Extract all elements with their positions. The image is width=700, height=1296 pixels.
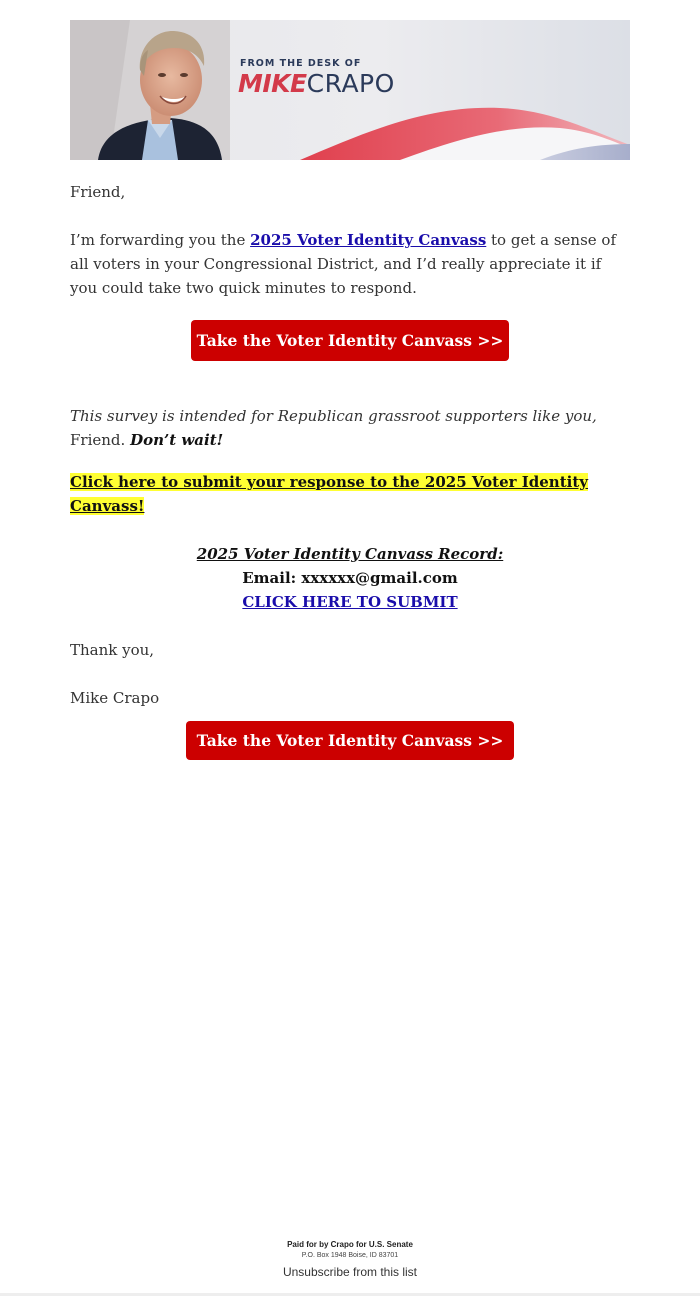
survey-friend-text: Friend. xyxy=(70,431,126,449)
record-email: Email: xxxxxx@gmail.com xyxy=(242,569,458,587)
intro-text-before: I’m forwarding you the xyxy=(70,231,251,249)
record-title: 2025 Voter Identity Canvass Record: xyxy=(196,545,504,563)
greeting-text: Friend, xyxy=(70,183,126,201)
header-banner xyxy=(70,20,630,160)
highlight-paragraph xyxy=(70,470,630,518)
sender-name-logo xyxy=(238,69,395,99)
signature-text: Mike Crapo xyxy=(70,689,160,707)
canvass-inline-link[interactable]: 2025 Voter Identity Canvass xyxy=(250,231,487,249)
cta-button-wrapper-bottom xyxy=(70,710,630,760)
first-name: MIKE xyxy=(238,69,307,98)
banner-title xyxy=(238,58,395,99)
from-desk-label: FROM THE DESK OF xyxy=(240,58,362,69)
email-body xyxy=(70,20,630,760)
senator-portrait-image xyxy=(70,20,230,160)
take-canvass-button-bottom[interactable]: Take the Voter Identity Canvass >> xyxy=(186,721,514,760)
take-canvass-button-top[interactable]: Take the Voter Identity Canvass >> xyxy=(191,320,509,361)
submit-response-link[interactable]: Click here to submit your response to the 2025 Voter Identity Canvass! xyxy=(70,473,588,515)
canvass-record-block xyxy=(70,542,630,614)
paid-for-disclaimer: Paid for by Crapo for U.S. Senate xyxy=(287,1240,413,1249)
intro-paragraph xyxy=(70,228,630,300)
email-footer xyxy=(0,1240,700,1282)
click-here-to-submit-link[interactable]: CLICK HERE TO SUBMIT xyxy=(242,593,458,611)
intro-text-after: to get a sense of all voters in your Congressional District, and I’d really appreciate it if you could take two quick minutes to respond. xyxy=(70,231,617,297)
dont-wait-text: Don’t wait! xyxy=(130,431,224,449)
last-name: CRAPO xyxy=(306,69,395,98)
survey-note-paragraph xyxy=(70,404,630,452)
cta-button-wrapper-top xyxy=(70,300,630,361)
mailing-address: P.O. Box 1948 Boise, ID 83701 xyxy=(301,1252,399,1259)
thanks-text: Thank you, xyxy=(70,641,155,659)
unsubscribe-link[interactable]: Unsubscribe from this list xyxy=(282,1265,418,1279)
survey-note-text: This survey is intended for Republican grassroot supporters like you, xyxy=(70,407,597,425)
